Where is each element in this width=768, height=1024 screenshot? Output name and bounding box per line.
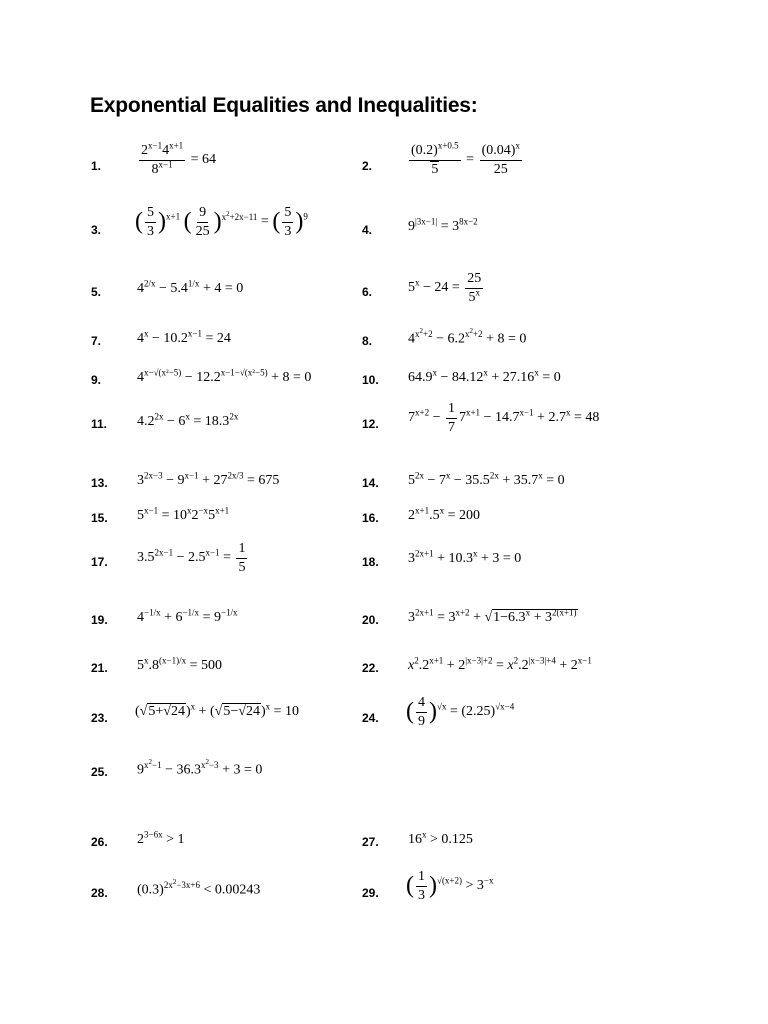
problem-27-inequality: $16^x > 0.125$ [408, 829, 473, 847]
problem-number: 24. [362, 711, 379, 725]
problem-2-equation: $\frac{(0.2)^{x+0.5}}{5}$ = $\frac{(0.04)^x}{25}$ [411, 140, 520, 177]
problem-5-equation: $4^{2/x} - 5.4^{1/x} + 4 = 0$ [137, 278, 244, 296]
problem-25-equation: $9^{x^2-1} - 36.3^{x^2-3} + 3 = 0$ [137, 758, 263, 778]
problem-19-equation: $4^{-1/x} + 6^{-1/x} = 9^{-1/x}$ [137, 607, 238, 625]
problem-number: 8. [362, 334, 373, 348]
problem-number: 14. [362, 476, 379, 490]
problem-21-equation: $5^x.8^{(x-1)/x} = 500$ [137, 655, 222, 673]
problem-20-equation: $3^{2x+1} = 3^{x+2} + √1-6.3^x + 3^{2(x+1)}$ [408, 607, 577, 625]
problem-number: 16. [362, 511, 379, 525]
problem-9-equation: $4^{x-√(x^2-5)} - 12.2^{x-1-√(x^2-5)} + 8 = 0$ [137, 367, 312, 385]
problem-number: 9. [91, 373, 102, 387]
problem-6-equation: $5^x - 24$ = $\frac{25}{5^x}$ [408, 271, 482, 305]
problem-number: 25. [91, 765, 108, 779]
problem-number: 1. [91, 159, 102, 173]
problem-15-equation: $5^{x-1} = 10^x2^{-x}5^{x+1}$ [137, 505, 230, 523]
problem-12-equation: $7^{x+2}$ − $\frac{1}{7}$ $7^{x+1} - 14.7^{x-1} + 2.7^x = 48$ [408, 401, 600, 435]
problem-number: 27. [362, 835, 379, 849]
problem-18-equation: $3^{2x+1} + 10.3^x + 3 = 0$ [408, 548, 522, 566]
problem-17-equation: $3.5^{2x-1} - 2.5^{x-1}$ = $\frac{1}{5}$ [137, 541, 246, 575]
problem-number: 18. [362, 555, 379, 569]
problem-number: 23. [91, 711, 108, 725]
problem-number: 17. [91, 555, 108, 569]
problem-7-equation: $4^x - 10.2^{x-1} = 24$ [137, 328, 231, 346]
problem-number: 12. [362, 417, 379, 431]
problem-number: 3. [91, 223, 102, 237]
page-title: Exponential Equalities and Inequalities: [90, 94, 478, 117]
problem-11-equation: $4.2^{2x} - 6^x = 18.3^{2x}$ [137, 411, 239, 429]
problem-26-inequality: $2^{3-6x} > 1$ [137, 829, 185, 847]
problem-number: 19. [91, 613, 108, 627]
problem-1-equation: $\frac{2^{x-1}4^{x+1}}{8^{x-1}}$ = 64 [141, 140, 217, 177]
problem-number: 26. [91, 835, 108, 849]
problem-number: 10. [362, 373, 379, 387]
problem-28-inequality: $(0.3)^{2x^2-3x+6} < 0.00243$ [137, 878, 261, 898]
problem-number: 28. [91, 886, 108, 900]
problem-number: 5. [91, 285, 102, 299]
problem-number: 15. [91, 511, 108, 525]
problem-3-equation: ( $\frac{5}{3}$ )$^{x+1}$ ( $\frac{9}{25}$ )$^{x^2+2x-11}$ = ( $\frac{5}{3}$ )$^9$ [135, 205, 308, 239]
problem-13-equation: $3^{2x-3} - 9^{x-1} + 27^{2x/3} = 675$ [137, 470, 280, 488]
problem-23-equation: $(√5+√24)^x + (√5-√24)^x = 10$ [135, 701, 300, 719]
problem-number: 4. [362, 223, 373, 237]
problem-number: 7. [91, 334, 102, 348]
problem-14-equation: $5^{2x} - 7^x - 35.5^{2x} + 35.7^x = 0$ [408, 470, 565, 488]
problem-number: 13. [91, 476, 108, 490]
problem-number: 11. [91, 417, 108, 431]
problem-number: 22. [362, 661, 379, 675]
problem-16-equation: $2^{x+1}.5^x = 200$ [408, 505, 480, 523]
problem-8-equation: $4^{x^2+2} - 6.2^{x^2+2} + 8 = 0$ [408, 327, 527, 347]
problem-number: 29. [362, 886, 379, 900]
problem-number: 20. [362, 613, 379, 627]
problem-10-equation: $64.9^x - 84.12^x + 27.16^x = 0$ [408, 367, 561, 385]
problem-number: 2. [362, 159, 373, 173]
problem-number: 6. [362, 285, 373, 299]
problem-22-equation: $x^2.2^{x+1} + 2^{|x-3|+2} = x^2.2^{|x-3|+4} + 2^{x-1}$ [408, 655, 592, 673]
problem-number: 21. [91, 661, 108, 675]
problem-4-equation: $9^{|3x-1|} = 3^{8x-2}$ [408, 216, 478, 234]
problem-29-inequality: ( $\frac{1}{3}$ )$^{√(x+2)} > 3^{-x}$ [406, 869, 494, 903]
problem-24-equation: ( $\frac{4}{9}$ )$^{√x} = (2.25)^{√x-4}$ [406, 695, 515, 729]
